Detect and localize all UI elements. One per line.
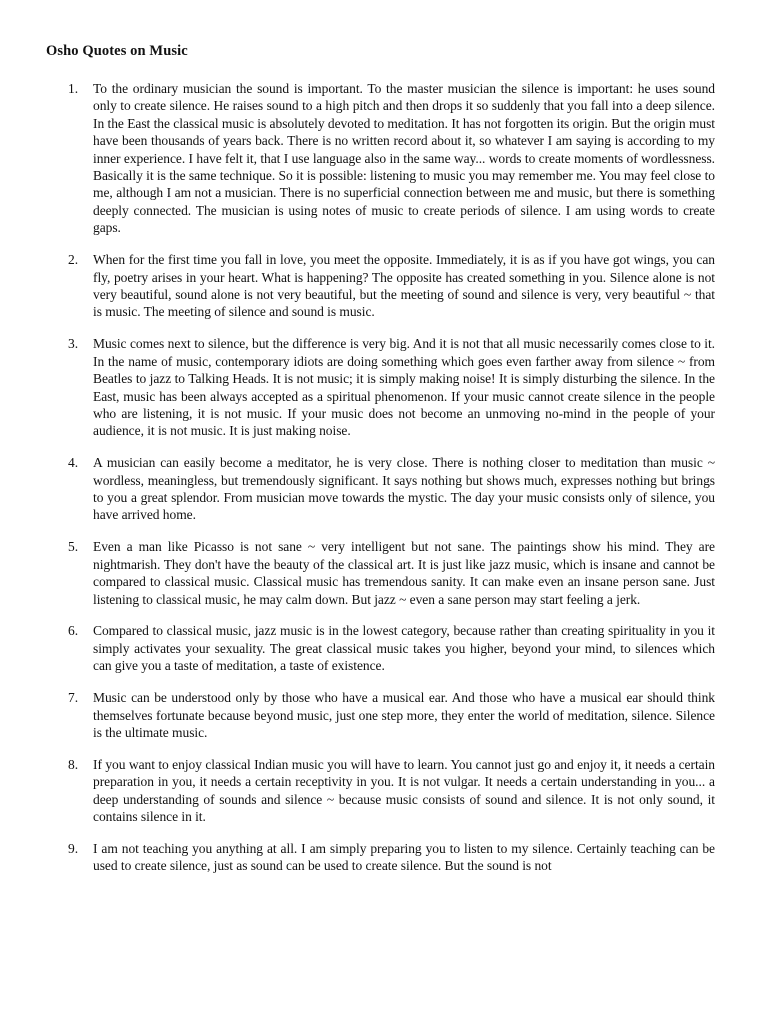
quote-number: 7. [68,690,79,706]
quote-number: 1. [68,81,79,96]
quote-number: 6. [68,623,79,639]
quote-number: 8. [68,756,79,772]
quote-text: Even a man like Picasso is not sane ~ very intelligent but not sane. The paintings show his mind. They are nightmarish. They don't have the beauty of the classical art. It is just like jazz music, which is insane and cannot be compared to classical music. Classical music has tremendous sanity. It can make even an insane person sane. Just listening to classical music, he may calm down. But jazz ~ even a sane person may start feeling a jerk. [93,539,715,607]
quote-text: Compared to classical music, jazz music is in the lowest category, because rather than creating spirituality in you it simply activates your sexuality. The great classical music takes you higher, beyond your mind, to silences which can give you a taste of meditation, a taste of existence. [93,623,715,674]
quote-text: I am not teaching you anything at all. I am simply preparing you to listen to my silence. Certainly teaching can be used to create silence, just as sound can be used to create silence. But the sound is not [93,841,715,874]
quote-item [0,335,768,439]
quote-number: 4. [68,455,79,471]
quote-item [0,454,768,524]
quote-text: A musician can easily become a meditator, he is very close. There is nothing closer to meditation than music ~ wordless, meaningless, but tremendously significant. It says nothing but shows much, expresses nothing but brings to you a great splendor. From musician move towards the mystic. The day your music consists only of silence, you have arrived home. [93,455,715,523]
quote-text: When for the first time you fall in love, you meet the opposite. Immediately, it is as if you have got wings, you can fly, poetry arises in your heart. What is happening? The opposite has created something in you. Silence alone is not very beautiful, sound alone is not very beautiful, but the meeting of sound and silence is very, very beautiful ~ that is music. The meeting of silence and sound is music. [93,252,715,320]
quote-item [0,756,768,826]
quote-text: If you want to enjoy classical Indian music you will have to learn. You cannot just go and enjoy it, it needs a certain preparation in you, it needs a certain receptivity in you. It is not vulgar. It needs a certain understanding in you... a deep understanding of sounds and silence ~ because music consists of sound and silence. It is not only sound, it contains silence in it. [93,756,715,825]
document-title: Osho Quotes on Music [46,43,188,59]
quote-text: Music can be understood only by those who have a musical ear. And those who have a musical ear should think themselves fortunate because beyond music, just one step more, they enter the world of meditation, silence. Silence is the ultimate music. [93,690,715,740]
quote-number: 3. [68,336,79,352]
quote-item [0,80,768,237]
quote-item [0,251,768,321]
quote-item [0,689,768,741]
quote-text: Music comes next to silence, but the difference is very big. And it is not that all music necessarily comes close to it. In the name of music, contemporary idiots are doing something which goes even farther away from silence ~ from Beatles to jazz to Talking Heads. It is not music; it is simply making noise! It is simply disturbing the silence. In the East, music has been always accepted as a spiritual phenomenon. If your music cannot create silence in the people who are listening, it is not music. If your music does not become an unmoving no-mind in the people of your audience, it is not music. It is just making noise. [93,336,715,439]
quote-item [0,840,768,875]
quote-number: 9. [68,841,79,857]
quote-number: 2. [68,252,79,268]
quote-text: To the ordinary musician the sound is important. To the master musician the silence is important: he uses sound only to create silence. He raises sound to a high pitch and then drops it so suddenly that you fall into a deep silence. In the East the classical music is absolutely devoted to meditation. It has not forgotten its origin. But the origin must have been thousands of years back. There is no written record about it, so whatever I am saying is according to my inner experience. I have felt it, that I use language also in the same way... words to create moments of wordlessness. Basically it is the same technique. So it is possible: listening to music you may remember me. You may feel close to me, although I am not a musician. There is no superficial connection between me and music, but there is something deeply connected. The musician is using notes of music to create periods of silence. I am using words to create gaps. [93,81,715,236]
quote-item [0,622,768,674]
quote-number: 5. [68,539,79,555]
quote-item [0,538,768,608]
quote-list [0,80,768,889]
